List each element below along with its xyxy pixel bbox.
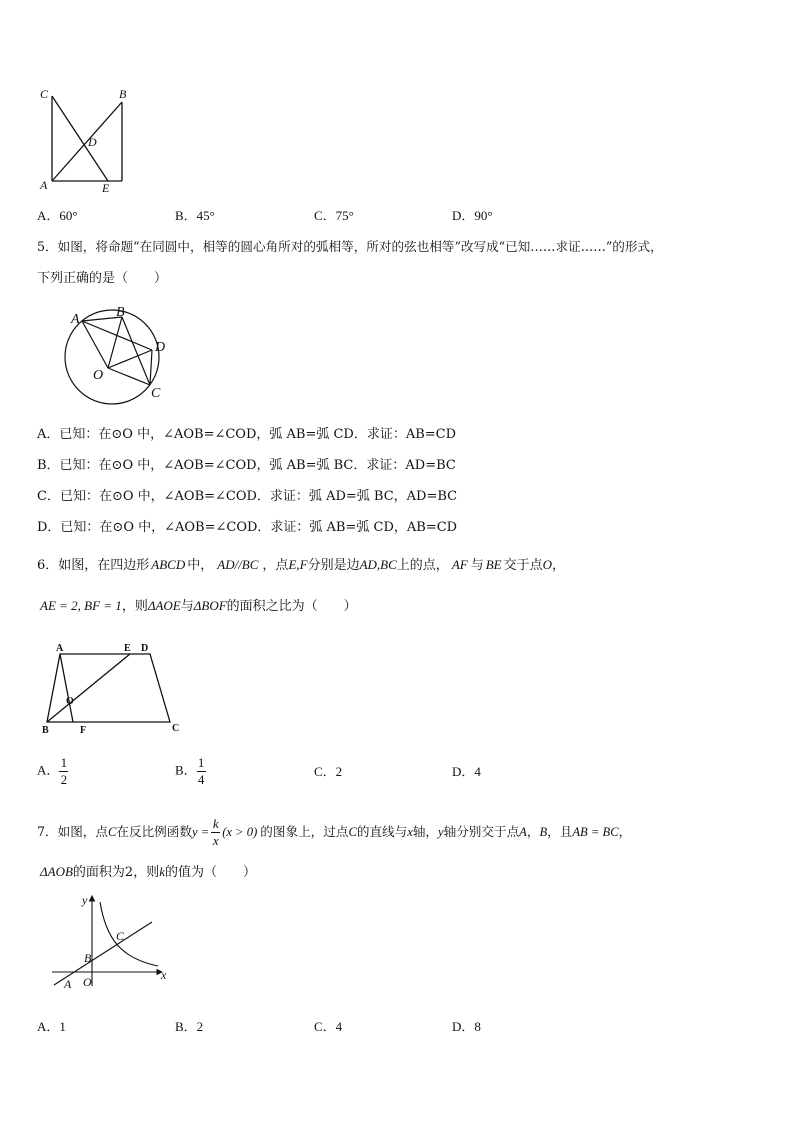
q7-text: 7．如图，点	[37, 824, 108, 839]
q6-option-c	[314, 763, 342, 781]
q6-text: 6．如图，在四边形	[37, 558, 150, 573]
q7-fraction	[211, 817, 220, 848]
q6-option-label: D．	[452, 764, 475, 779]
q6-text: ，	[552, 558, 566, 573]
q6-condition: AE = 2, BF = 1	[40, 598, 122, 613]
q7-text: ，	[618, 824, 632, 839]
q6-option-a	[37, 756, 68, 787]
q6-quad: ABCD	[151, 557, 186, 572]
q6-sides: AD,BC	[359, 557, 397, 572]
q4-label-D: D	[88, 135, 97, 149]
q7-label-x: x	[161, 968, 167, 982]
q7-point-a: A	[519, 825, 527, 839]
q5-label-D: D	[155, 340, 166, 355]
q5-label-B: B	[116, 305, 125, 320]
q7-text: ，	[526, 824, 540, 839]
q7-option-d: D．8	[452, 1019, 481, 1034]
q7-option-b: B．2	[175, 1019, 204, 1034]
q6-tri2: ΔBOF	[193, 598, 227, 613]
q6-fraction-den: 2	[60, 772, 68, 787]
q6-fraction-den: 4	[197, 772, 205, 787]
q7-text: ，则	[133, 865, 160, 880]
q6-segment	[47, 654, 130, 722]
q5-stem-line2: 下列正确的是（ ）	[37, 271, 168, 286]
q5-option-a: A．已知：在⊙O 中，∠AOB=∠COD，弧 AB=弧 CD．求证：AB=CD	[37, 427, 457, 442]
q7-y-axis: y	[438, 825, 444, 839]
q7-point-b: B	[539, 825, 548, 839]
q6-label-D: D	[141, 643, 149, 654]
q7-condition: AB = BC	[572, 825, 619, 839]
q7-x-axis: x	[407, 825, 413, 839]
q6-option-value: 4	[474, 764, 481, 779]
q4-option-b: B．45°	[175, 208, 215, 223]
q7-text: ，且	[547, 824, 573, 839]
q7-k: k	[159, 864, 165, 879]
q6-segment	[60, 654, 73, 722]
q5-label-C: C	[151, 386, 161, 401]
q5-stem-line1: 5．如图，将命题“在同圆中，相等的圆心角所对的弧相等，所对的弦也相等”改写成“已知……求证……”的形式，	[37, 239, 663, 254]
q7-text: 的面积为	[72, 865, 125, 880]
q6-label-A: A	[56, 643, 64, 654]
q5-option-b: B．已知：在⊙O 中，∠AOB=∠COD，弧 AB=弧 BC．求证：AD=BC	[37, 458, 456, 473]
q4-label-E: E	[102, 181, 110, 195]
q7-label-A: A	[64, 977, 72, 991]
q6-be: BE	[485, 557, 502, 572]
q4-segment	[52, 96, 108, 181]
q6-option-label: B．	[175, 762, 197, 778]
q5-option-c: C．已知：在⊙O 中，∠AOB=∠COD．求证：弧 AD=弧 BC，AD=BC	[37, 489, 458, 504]
q4-label-C: C	[40, 87, 49, 101]
q4-segment	[52, 102, 122, 181]
q7-fraction-den: x	[212, 833, 219, 848]
q7-option-c: C．4	[314, 1019, 343, 1034]
q4-label-B: B	[119, 87, 127, 101]
q5-segment	[82, 321, 152, 350]
q7-label-B: B	[84, 951, 92, 965]
q7-domain: (x > 0)	[222, 825, 258, 839]
q6-option-fraction	[197, 756, 206, 787]
q6-option-value: 2	[335, 764, 343, 779]
q6-parallel: AD//BC	[217, 557, 259, 572]
q6-o: O	[542, 557, 553, 572]
q7-label-O: O	[83, 975, 92, 989]
q6-label-E: E	[124, 643, 131, 654]
q4-option-d: D．90°	[452, 208, 493, 223]
q7-y-eq: y =	[191, 825, 210, 839]
q4-figure	[36, 84, 136, 196]
q6-option-label: A．	[37, 762, 60, 778]
q4-label-A: A	[40, 178, 48, 192]
q6-option-b	[175, 756, 206, 787]
q5-figure	[56, 304, 176, 408]
q7-stem-line2	[40, 863, 256, 882]
q6-text: 交于点	[503, 558, 543, 573]
q7-point-c: C	[107, 825, 117, 839]
q6-quadrilateral	[47, 654, 170, 722]
q7-text: 轴，	[412, 824, 438, 839]
q6-text: ，则	[121, 599, 148, 614]
q7-fraction-num: k	[212, 816, 219, 831]
q7-area: 2	[124, 865, 134, 880]
q4-option-a: A．60°	[37, 208, 78, 223]
q6-fraction-num: 1	[197, 755, 205, 770]
q6-af: AF	[451, 557, 468, 572]
q6-text: 与	[470, 558, 484, 573]
q5-segment	[82, 321, 108, 368]
q6-text: 与	[180, 599, 194, 614]
q6-tri1: ΔAOE	[147, 598, 181, 613]
q6-points: E,F	[288, 557, 308, 572]
q7-label-C: C	[116, 929, 125, 943]
q7-text: 轴分别交于点	[443, 824, 520, 839]
q7-text: 在反比例函数	[116, 824, 192, 839]
q6-text: 上的点，	[396, 558, 449, 573]
q7-option-a: A．1	[37, 1019, 66, 1034]
q5-option-d: D．已知：在⊙O 中，∠AOB=∠COD．求证：弧 AB=弧 CD，AB=CD	[37, 520, 458, 535]
q6-stem-line2	[40, 597, 357, 616]
q6-fraction-num: 1	[60, 755, 68, 770]
q6-label-F: F	[80, 725, 87, 736]
q7-triangle: ΔAOB	[40, 864, 73, 879]
q6-option-fraction	[59, 756, 68, 787]
q5-label-A: A	[71, 312, 80, 327]
q6-label-O: O	[66, 696, 74, 707]
q6-stem-line1	[37, 556, 565, 575]
q6-figure	[38, 640, 188, 740]
q7-point-c2: C	[348, 825, 357, 839]
q6-text: 中，	[187, 558, 214, 573]
q5-segment	[150, 350, 152, 385]
q6-label-B: B	[42, 725, 49, 736]
q6-text: 分别是边	[307, 558, 360, 573]
q4-option-c: C．75°	[314, 208, 354, 223]
q7-figure	[48, 890, 178, 994]
q5-segment	[108, 317, 122, 368]
q7-line	[54, 922, 152, 985]
q6-label-C: C	[172, 723, 180, 734]
q6-option-d	[452, 763, 481, 781]
q7-label-y: y	[82, 893, 88, 907]
q7-stem-line1	[37, 817, 631, 848]
q5-label-O: O	[93, 368, 104, 383]
q7-hyperbola	[100, 902, 158, 966]
q6-option-label: C．	[314, 764, 336, 779]
q5-segment	[108, 350, 152, 368]
q6-text: 的面积之比为（ ）	[226, 599, 357, 614]
q7-text: 的图象上，过点	[260, 824, 349, 839]
q7-text: 的值为（ ）	[165, 865, 257, 880]
q6-text: ，点	[262, 558, 289, 573]
q7-text: 的直线与	[356, 824, 408, 839]
